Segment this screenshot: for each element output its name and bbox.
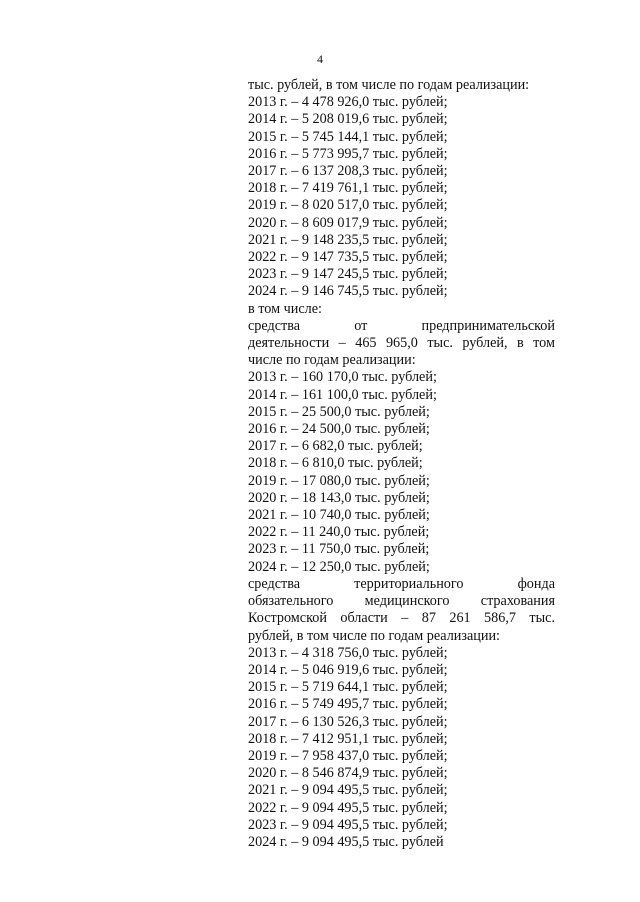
insurance-heading-line: Костромской области – 87 261 586,7 тыс.	[248, 610, 555, 627]
total-year-2013: 2013 г. – 4 478 926,0 тыс. рублей;	[248, 94, 448, 111]
business-heading-line: деятельности – 465 965,0 тыс. рублей, в том	[248, 335, 555, 352]
total-by-year-list	[248, 94, 555, 300]
insurance-year-2019: 2019 г. – 7 958 437,0 тыс. рублей;	[248, 747, 448, 764]
business-year-2014: 2014 г. – 161 100,0 тыс. рублей;	[248, 386, 437, 403]
total-year-2014: 2014 г. – 5 208 019,6 тыс. рублей;	[248, 111, 448, 128]
business-funds-heading	[248, 318, 555, 370]
insurance-year-2024: 2024 г. – 9 094 495,5 тыс. рублей	[248, 833, 444, 850]
business-year-2015: 2015 г. – 25 500,0 тыс. рублей;	[248, 403, 430, 420]
total-year-2015: 2015 г. – 5 745 144,1 тыс. рублей;	[248, 128, 448, 145]
business-by-year-list	[248, 369, 555, 575]
business-year-2020: 2020 г. – 18 143,0 тыс. рублей;	[248, 489, 430, 506]
business-year-2017: 2017 г. – 6 682,0 тыс. рублей;	[248, 438, 423, 455]
insurance-heading-line: рублей, в том числе по годам реализации:	[248, 627, 500, 644]
page-number: 4	[317, 52, 323, 66]
insurance-year-2020: 2020 г. – 8 546 874,9 тыс. рублей;	[248, 765, 448, 782]
total-year-2016: 2016 г. – 5 773 995,7 тыс. рублей;	[248, 145, 448, 162]
business-year-2013: 2013 г. – 160 170,0 тыс. рублей;	[248, 369, 437, 386]
insurance-year-2014: 2014 г. – 5 046 919,6 тыс. рублей;	[248, 661, 448, 678]
insurance-year-2021: 2021 г. – 9 094 495,5 тыс. рублей;	[248, 782, 448, 799]
total-year-2018: 2018 г. – 7 419 761,1 тыс. рублей;	[248, 180, 448, 197]
insurance-year-2023: 2023 г. – 9 094 495,5 тыс. рублей;	[248, 816, 448, 833]
insurance-heading-line: обязательного медицинского страхования	[248, 593, 555, 610]
including-label: в том числе:	[248, 300, 322, 317]
total-year-2022: 2022 г. – 9 147 735,5 тыс. рублей;	[248, 249, 448, 266]
total-year-2023: 2023 г. – 9 147 245,5 тыс. рублей;	[248, 266, 448, 283]
business-year-2016: 2016 г. – 24 500,0 тыс. рублей;	[248, 421, 430, 438]
business-year-2022: 2022 г. – 11 240,0 тыс. рублей;	[248, 524, 430, 541]
business-heading-line: средства от предпринимательской	[248, 317, 555, 334]
insurance-by-year-list	[248, 645, 555, 851]
business-year-2018: 2018 г. – 6 810,0 тыс. рублей;	[248, 455, 423, 472]
business-year-2023: 2023 г. – 11 750,0 тыс. рублей;	[248, 541, 430, 558]
business-year-2021: 2021 г. – 10 740,0 тыс. рублей;	[248, 507, 430, 524]
insurance-year-2022: 2022 г. – 9 094 495,5 тыс. рублей;	[248, 799, 448, 816]
total-year-2017: 2017 г. – 6 137 208,3 тыс. рублей;	[248, 163, 448, 180]
insurance-funds-heading	[248, 576, 555, 645]
insurance-heading-line: средства территориального фонда	[248, 575, 555, 592]
total-year-2019: 2019 г. – 8 020 517,0 тыс. рублей;	[248, 197, 448, 214]
document-body	[248, 77, 555, 851]
total-year-2024: 2024 г. – 9 146 745,5 тыс. рублей;	[248, 283, 448, 300]
total-year-2021: 2021 г. – 9 148 235,5 тыс. рублей;	[248, 231, 448, 248]
business-year-2024: 2024 г. – 12 250,0 тыс. рублей;	[248, 558, 430, 575]
total-year-2020: 2020 г. – 8 609 017,9 тыс. рублей;	[248, 214, 448, 231]
insurance-year-2016: 2016 г. – 5 749 495,7 тыс. рублей;	[248, 696, 448, 713]
intro-line: тыс. рублей, в том числе по годам реализации:	[248, 77, 530, 93]
insurance-year-2018: 2018 г. – 7 412 951,1 тыс. рублей;	[248, 730, 448, 747]
business-year-2019: 2019 г. – 17 080,0 тыс. рублей;	[248, 472, 430, 489]
business-heading-line: числе по годам реализации:	[248, 352, 416, 369]
insurance-year-2017: 2017 г. – 6 130 526,3 тыс. рублей;	[248, 713, 448, 730]
insurance-year-2013: 2013 г. – 4 318 756,0 тыс. рублей;	[248, 644, 448, 661]
insurance-year-2015: 2015 г. – 5 719 644,1 тыс. рублей;	[248, 679, 448, 696]
